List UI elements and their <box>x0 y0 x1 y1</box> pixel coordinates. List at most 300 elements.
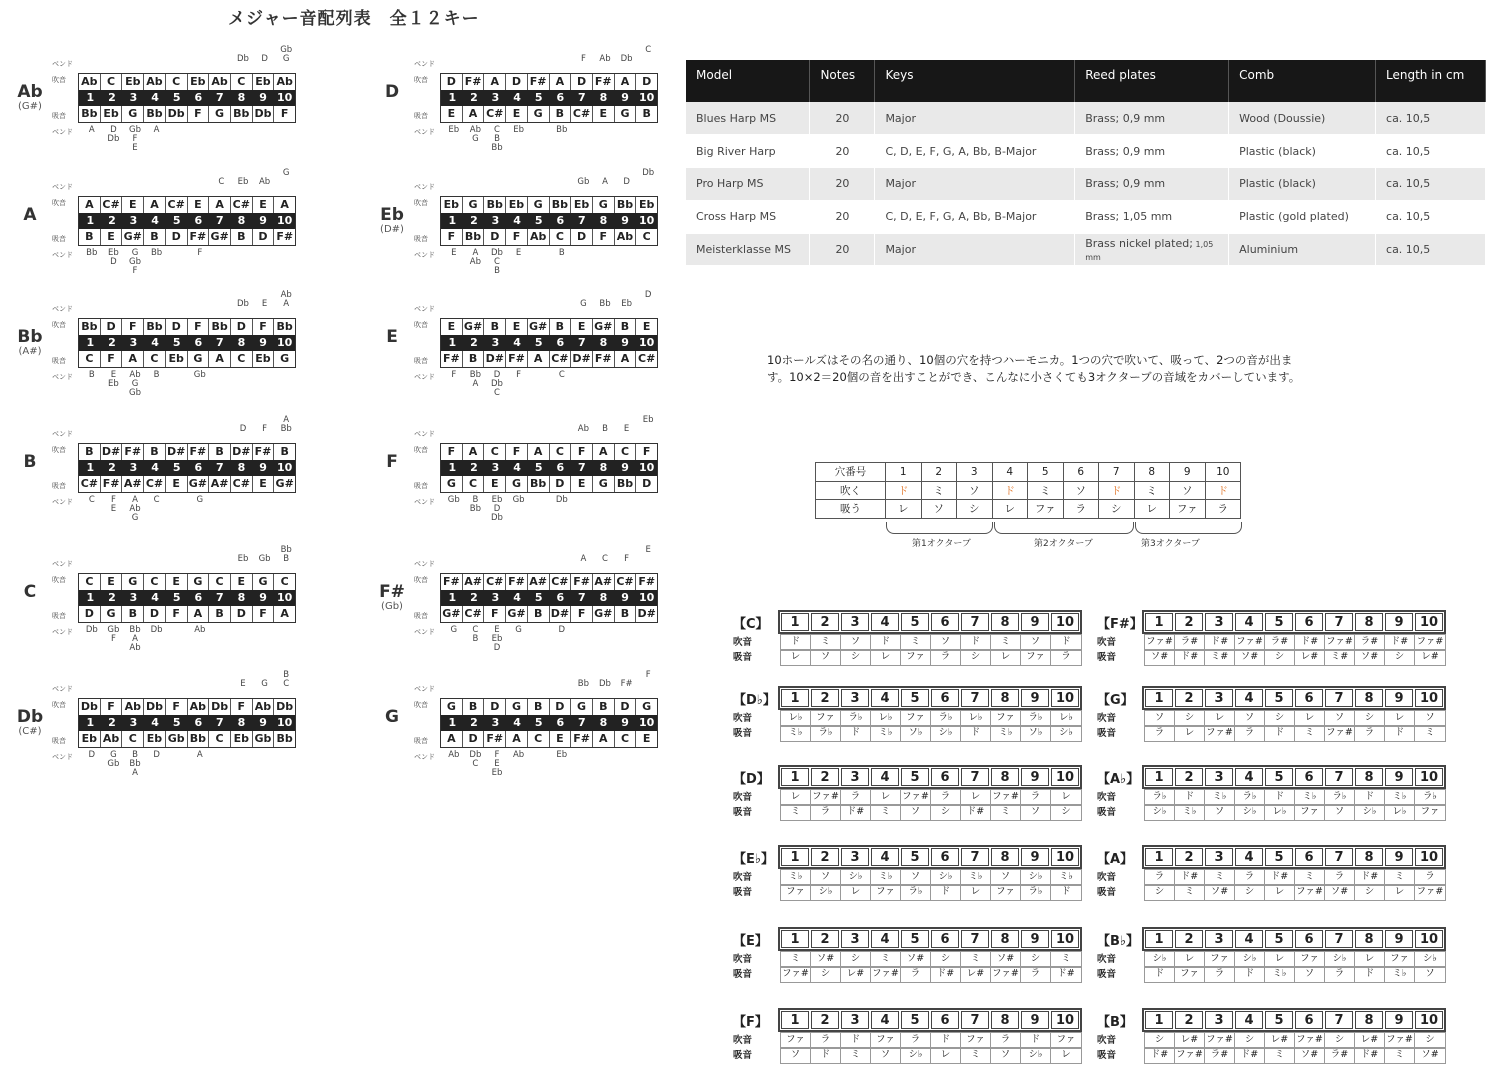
draw-row <box>441 106 657 122</box>
draw-note: G# <box>592 606 614 622</box>
jp-blow-note: シ♭ <box>1145 952 1175 967</box>
blow-note: C <box>85 575 94 588</box>
jp-blow-note: レ <box>781 790 811 805</box>
jp-blow-note: ファ# <box>1235 635 1265 650</box>
bend-note: D <box>493 370 501 380</box>
jp-draw-note: シ <box>1235 885 1265 900</box>
blow-note: G <box>527 197 549 213</box>
jp-draw-note: ファ <box>781 885 811 900</box>
blow-note: F# <box>252 444 274 460</box>
draw-note: Eb <box>252 351 274 367</box>
jp-draw-note: ミ <box>1265 1048 1295 1063</box>
key-name-main: E <box>386 327 398 347</box>
jp-hole-number: 4 <box>1235 613 1263 631</box>
blow-note: Ab <box>81 75 98 88</box>
blow-note: Db <box>273 699 295 715</box>
spec-cell: Meisterklasse MS <box>686 233 810 266</box>
jp-draw-note: ラ <box>931 650 961 665</box>
jp-hole-number: 10 <box>1415 689 1443 707</box>
jp-draw-note: ラ <box>1205 967 1235 982</box>
jp-blow-note: ド <box>931 1033 961 1048</box>
jp-hole-number: 9 <box>1021 768 1049 786</box>
jp-blow-note: シ <box>931 952 961 967</box>
jp-blow-note: ラ# <box>1265 635 1295 650</box>
octave-bracket-2 <box>994 522 1134 534</box>
jp-hole-numbers <box>778 610 1082 634</box>
draw-label: 吸音 <box>414 357 428 365</box>
jp-draw-note: ド <box>841 726 871 741</box>
hole-number-row <box>441 90 657 106</box>
jp-blow-note: ファ <box>1385 952 1415 967</box>
blow-row <box>441 574 657 590</box>
spec-cell: 20 <box>810 168 875 201</box>
blow-note: E <box>187 197 209 213</box>
blow-row <box>79 319 295 335</box>
jp-draw-note: シ <box>1145 885 1175 900</box>
draw-note: G# <box>442 607 461 620</box>
hole-number: 8 <box>592 335 614 351</box>
bend-note: A <box>132 634 138 644</box>
hole-number: 5 <box>165 90 187 106</box>
hole-number: 10 <box>1205 463 1241 482</box>
jp-hole-number: 4 <box>1235 848 1263 866</box>
draw-note: F# <box>505 351 527 367</box>
jp-blow-note: シ <box>1175 711 1205 726</box>
jp-draw-row <box>1144 1047 1446 1064</box>
bend-note: Bb <box>556 125 568 135</box>
bend-note: Ab <box>577 424 589 434</box>
hole-number: 7 <box>209 460 231 476</box>
draw-note: G <box>505 476 527 492</box>
jp-hole-number: 2 <box>1175 1011 1203 1029</box>
jp-blow-note: ソ <box>901 870 931 885</box>
draw-note: D <box>570 229 592 245</box>
spec-cell: ca. 10,5 <box>1376 135 1486 168</box>
jp-draw-note: ファ# <box>871 967 901 982</box>
hole-number: 9 <box>614 715 636 731</box>
bend-row-above <box>443 299 659 308</box>
blow-note: G <box>252 574 274 590</box>
draw-note: A <box>208 351 230 367</box>
bend-label: ベンド <box>52 251 73 259</box>
blow-note: B <box>85 445 94 458</box>
spec-cell: 20 <box>810 135 875 168</box>
bend-row-above <box>443 554 659 563</box>
note-grid <box>440 443 658 493</box>
jp-key-block <box>733 927 1083 989</box>
jp-hole-number: 4 <box>871 1011 899 1029</box>
hole-number: 4 <box>506 590 528 606</box>
blow-note: G <box>121 574 143 590</box>
bend-note: F <box>451 370 457 380</box>
key-name <box>6 453 54 471</box>
jp-draw-note: ミ <box>781 805 811 820</box>
bend-note: Gb <box>193 370 206 380</box>
jp-draw-note: ファ# <box>991 967 1021 982</box>
jp-hole-number: 3 <box>1205 848 1233 866</box>
jp-blow-note: ミ <box>871 952 901 967</box>
jp-draw-row <box>780 804 1082 821</box>
blow-note: A# <box>592 574 614 590</box>
bend-row-below <box>443 143 659 152</box>
jp-blow-note: レ <box>1385 711 1415 726</box>
hole-number: 6 <box>187 335 209 351</box>
draw-note: D <box>230 606 252 622</box>
hole-blow-row <box>816 481 1241 500</box>
jp-draw-note: シ♭ <box>1235 805 1265 820</box>
jp-draw-note: シ <box>1061 806 1071 817</box>
jp-draw-label: 吸音 <box>1097 807 1117 818</box>
hole-number: 10 <box>273 590 295 606</box>
hole-number: 2 <box>101 213 123 229</box>
jp-hole-number: 4 <box>1235 1011 1263 1029</box>
note-grid <box>78 318 296 368</box>
spec-header-row <box>686 60 1486 102</box>
hole-number: 9 <box>614 90 636 106</box>
jp-hole-numbers <box>1142 845 1446 869</box>
jp-blow-note: ソ# <box>811 952 841 967</box>
jp-blow-label: 吹音 <box>1097 637 1117 648</box>
bend-label: ベンド <box>52 430 73 438</box>
jp-draw-note: ド <box>1385 726 1415 741</box>
blow-note: Eb <box>187 74 209 90</box>
draw-note: B <box>230 229 252 245</box>
jp-blow-note: ラ♭ <box>1235 790 1265 805</box>
key-block-ab <box>6 45 306 155</box>
jp-draw-note: ラ♭ <box>1021 885 1051 900</box>
jp-blow-note: シ♭ <box>1423 953 1437 964</box>
draw-note: F <box>187 106 209 122</box>
draw-note: B <box>121 606 143 622</box>
note-grid <box>440 196 658 246</box>
blow-label: 吹音 <box>414 446 428 454</box>
hole-number: 9 <box>252 213 274 229</box>
blow-note: C <box>273 574 295 590</box>
bend-row-above <box>443 424 659 433</box>
jp-hole-number: 1 <box>1145 848 1173 866</box>
jp-blow-note: レ <box>1061 791 1071 802</box>
bend-row-below <box>81 504 297 513</box>
blow-row <box>79 574 295 590</box>
draw-note: Eb <box>165 351 187 367</box>
spec-cell: 20 <box>810 200 875 233</box>
jp-blow-note: シ♭ <box>931 870 961 885</box>
hole-number-row <box>79 213 295 229</box>
blow-row <box>79 74 295 90</box>
blow-note: F <box>100 699 122 715</box>
hole-number: 8 <box>230 213 252 229</box>
bend-row-below <box>81 143 297 152</box>
draw-note: Ab <box>614 229 636 245</box>
bend-note: G <box>282 168 290 178</box>
draw-row <box>79 731 295 747</box>
jp-hole-numbers <box>1142 686 1446 710</box>
hole-number: 8 <box>230 90 252 106</box>
blow-row <box>441 74 657 90</box>
bend-note: Eb <box>491 768 503 778</box>
hole-number: 10 <box>273 335 295 351</box>
blow-note: F <box>187 319 209 335</box>
jp-draw-note: レ <box>871 650 901 665</box>
draw-note: G <box>592 476 614 492</box>
draw-note: F# <box>592 351 614 367</box>
bend-note: Db <box>469 750 482 760</box>
jp-hole-number: 4 <box>1235 768 1263 786</box>
jp-draw-note: ラ <box>1355 726 1385 741</box>
hole-number: 2 <box>463 590 485 606</box>
spec-cell: 20 <box>810 233 875 266</box>
bend-note: E <box>110 370 117 380</box>
draw-note: C# <box>143 476 165 492</box>
bend-row-below <box>443 750 659 759</box>
blow-note: A <box>143 197 165 213</box>
blow-note: Db <box>208 699 230 715</box>
blow-note: Bb <box>143 319 165 335</box>
jp-blow-note: ファ# <box>1325 635 1355 650</box>
hole-number: 6 <box>549 590 571 606</box>
jp-hole-number: 1 <box>781 930 809 948</box>
bend-note: B <box>283 670 290 680</box>
hole-number: 10 <box>635 335 657 351</box>
jp-hole-numbers <box>778 686 1082 710</box>
jp-hole-numbers <box>1142 1008 1446 1032</box>
bend-row-below <box>443 379 659 388</box>
bend-note: F# <box>620 679 633 689</box>
hole-number: 3 <box>484 715 506 731</box>
bend-note: D <box>110 257 117 267</box>
jp-blow-note: ミ♭ <box>961 870 991 885</box>
key-name-alt: (A#) <box>18 346 42 357</box>
bend-note: B <box>132 750 138 760</box>
bend-row-below <box>443 759 659 768</box>
jp-blow-note: ラ# <box>1175 635 1205 650</box>
blow-row <box>441 319 657 335</box>
blow-note: B <box>592 699 614 715</box>
draw-note: A# <box>121 476 143 492</box>
blow-note: C <box>208 574 230 590</box>
blow-note: D <box>165 319 187 335</box>
jp-draw-note: ド <box>961 726 991 741</box>
draw-note: Eb <box>143 731 165 747</box>
blow-note: F <box>635 444 657 460</box>
bend-note: E <box>240 679 246 689</box>
draw-note: D <box>84 607 94 620</box>
key-name-main: F <box>386 452 398 472</box>
draw-note: Db <box>165 106 187 122</box>
key-name-main: G <box>385 707 399 727</box>
blow-solfege: ミ <box>921 481 957 500</box>
jp-blow-note: ド# <box>1355 870 1385 885</box>
jp-blow-label: 吹音 <box>1097 792 1117 803</box>
hole-number: 6 <box>549 715 571 731</box>
draw-note: C# <box>230 476 252 492</box>
jp-hole-number: 9 <box>1385 613 1413 631</box>
hole-number: 7 <box>209 90 231 106</box>
jp-draw-note: ファ <box>871 885 901 900</box>
hole-number: 2 <box>463 213 485 229</box>
blow-note: D <box>446 75 456 88</box>
hole-number-row <box>441 590 657 606</box>
blow-note: C <box>230 74 252 90</box>
bend-note: D <box>493 643 501 653</box>
blow-note: Eb <box>443 198 460 211</box>
bend-row-below <box>443 388 659 397</box>
jp-blow-label: 吹音 <box>733 713 753 724</box>
key-block-e <box>368 290 668 400</box>
octave-bracket-1 <box>886 522 993 534</box>
bend-note: Gb <box>107 625 120 635</box>
spec-cell: Big River Harp <box>686 135 810 168</box>
draw-note: Eb <box>81 732 98 745</box>
draw-row <box>441 476 657 492</box>
jp-draw-note: ソ# <box>1421 1049 1439 1060</box>
bend-note: A <box>196 750 203 760</box>
jp-hole-number: 5 <box>1265 848 1293 866</box>
draw-note: D <box>252 229 274 245</box>
bend-note: Eb <box>513 125 524 135</box>
jp-key-block <box>1097 927 1447 989</box>
jp-hole-number: 8 <box>1355 613 1383 631</box>
jp-hole-number: 1 <box>1145 689 1173 707</box>
bend-note: C <box>602 554 608 564</box>
hole-number: 1 <box>79 90 101 106</box>
jp-blow-note: シ <box>1425 1034 1435 1045</box>
jp-hole-number: 5 <box>1265 1011 1293 1029</box>
hole-number: 3 <box>122 590 144 606</box>
jp-draw-row <box>1144 966 1446 983</box>
bend-row-below <box>81 643 297 652</box>
key-block-fsharp <box>368 545 668 655</box>
bend-row-below <box>443 495 659 504</box>
jp-blow-note: ラ <box>1235 870 1265 885</box>
spec-table <box>686 60 1486 266</box>
blow-solfege: ド <box>886 481 922 500</box>
bend-label: ベンド <box>52 60 73 68</box>
jp-blow-note: ラ <box>931 790 961 805</box>
blow-note: E <box>165 574 187 590</box>
hole-number: 6 <box>549 460 571 476</box>
blow-note: D <box>230 319 252 335</box>
bend-note: A <box>132 768 138 778</box>
bend-note: Db <box>599 679 611 689</box>
spec-cell: Wood (Doussie) <box>1229 102 1376 135</box>
draw-solfege: シ <box>957 500 993 519</box>
draw-note: F <box>570 606 592 622</box>
jp-draw-note: ファ# <box>1295 885 1325 900</box>
blow-note: G# <box>527 319 549 335</box>
key-name-main: D <box>384 82 400 102</box>
blow-note: Ab <box>208 74 230 90</box>
blow-note: B <box>208 444 230 460</box>
spec-cell: Brass; 1,05 mm <box>1075 200 1229 233</box>
jp-hole-number: 6 <box>1295 613 1323 631</box>
jp-draw-note: レ♭ <box>1265 805 1295 820</box>
jp-hole-numbers <box>778 765 1082 789</box>
blow-note: C# <box>230 197 252 213</box>
jp-key-block <box>733 765 1083 827</box>
jp-draw-label: 吸音 <box>1097 887 1117 898</box>
bend-row-below <box>443 625 659 634</box>
spec-cell: C, D, E, F, G, A, Bb, B-Major <box>875 200 1075 233</box>
hole-number-row <box>816 463 1241 482</box>
hole-number: 2 <box>463 335 485 351</box>
bend-note: F <box>516 370 522 380</box>
jp-hole-number: 9 <box>1021 930 1049 948</box>
bend-note: B <box>283 554 290 564</box>
hole-number: 10 <box>273 460 295 476</box>
bend-row-above <box>443 679 659 688</box>
jp-draw-note: ソ <box>991 1048 1021 1063</box>
hole-number: 1 <box>79 590 101 606</box>
draw-note: B <box>527 606 549 622</box>
bend-label: ベンド <box>52 753 73 761</box>
jp-hole-number: 3 <box>1205 613 1233 631</box>
jp-blow-note: ミ <box>1385 870 1415 885</box>
jp-hole-number: 3 <box>1205 1011 1233 1029</box>
spec-header-cell: Comb <box>1229 60 1376 102</box>
jp-hole-number: 3 <box>841 689 869 707</box>
jp-draw-note: ミ <box>841 1048 871 1063</box>
jp-hole-number: 10 <box>1051 689 1079 707</box>
draw-note: F <box>483 606 505 622</box>
bend-note: G <box>131 248 139 258</box>
blow-label: 吹音 <box>52 576 66 584</box>
jp-blow-note: ソ# <box>991 952 1021 967</box>
hole-number: 9 <box>252 335 274 351</box>
jp-hole-numbers <box>1142 765 1446 789</box>
hole-number-row <box>79 335 295 351</box>
blow-solfege: ソ <box>1170 481 1206 500</box>
hole-number: 5 <box>165 460 187 476</box>
hole-number-row <box>79 590 295 606</box>
bend-note: A <box>580 554 587 564</box>
jp-blow-note: ファ <box>901 711 931 726</box>
draw-note: F# <box>273 229 295 245</box>
bend-note: A <box>153 125 160 135</box>
blow-note: Ab <box>187 699 209 715</box>
bend-note: E <box>261 299 268 309</box>
blow-note: Ab <box>143 74 165 90</box>
jp-hole-number: 8 <box>991 930 1019 948</box>
spec-cell: ca. 10,5 <box>1376 168 1486 201</box>
hole-number: 6 <box>187 460 209 476</box>
jp-key-label: 【G】 <box>1097 693 1134 708</box>
blow-solfege: ド <box>992 481 1028 500</box>
jp-draw-note: レ <box>781 650 811 665</box>
jp-blow-note: レ <box>1295 711 1325 726</box>
bend-note: E <box>645 545 651 555</box>
jp-blow-note: ラ <box>1145 870 1175 885</box>
jp-blow-note: ラ♭ <box>1145 790 1175 805</box>
blow-label: 吹音 <box>52 701 66 709</box>
draw-note: E <box>505 106 527 122</box>
jp-blow-note: ミ <box>811 635 841 650</box>
jp-blow-note: ド# <box>1205 635 1235 650</box>
jp-draw-note: ソ <box>1325 805 1355 820</box>
jp-draw-note: ソ♭ <box>901 726 931 741</box>
bend-row-below <box>81 759 297 768</box>
hole-number: 1 <box>79 715 101 731</box>
bend-note: F <box>494 750 500 760</box>
bend-row-below <box>81 125 297 134</box>
jp-blow-note: ミ <box>781 952 811 967</box>
blow-note: F# <box>505 574 527 590</box>
bend-note: Bb <box>280 545 292 555</box>
jp-key-label: 【A】 <box>1097 852 1134 867</box>
spec-cell: Major <box>875 233 1075 266</box>
hole-number: 4 <box>144 213 166 229</box>
jp-blow-note: ラ# <box>1355 635 1385 650</box>
